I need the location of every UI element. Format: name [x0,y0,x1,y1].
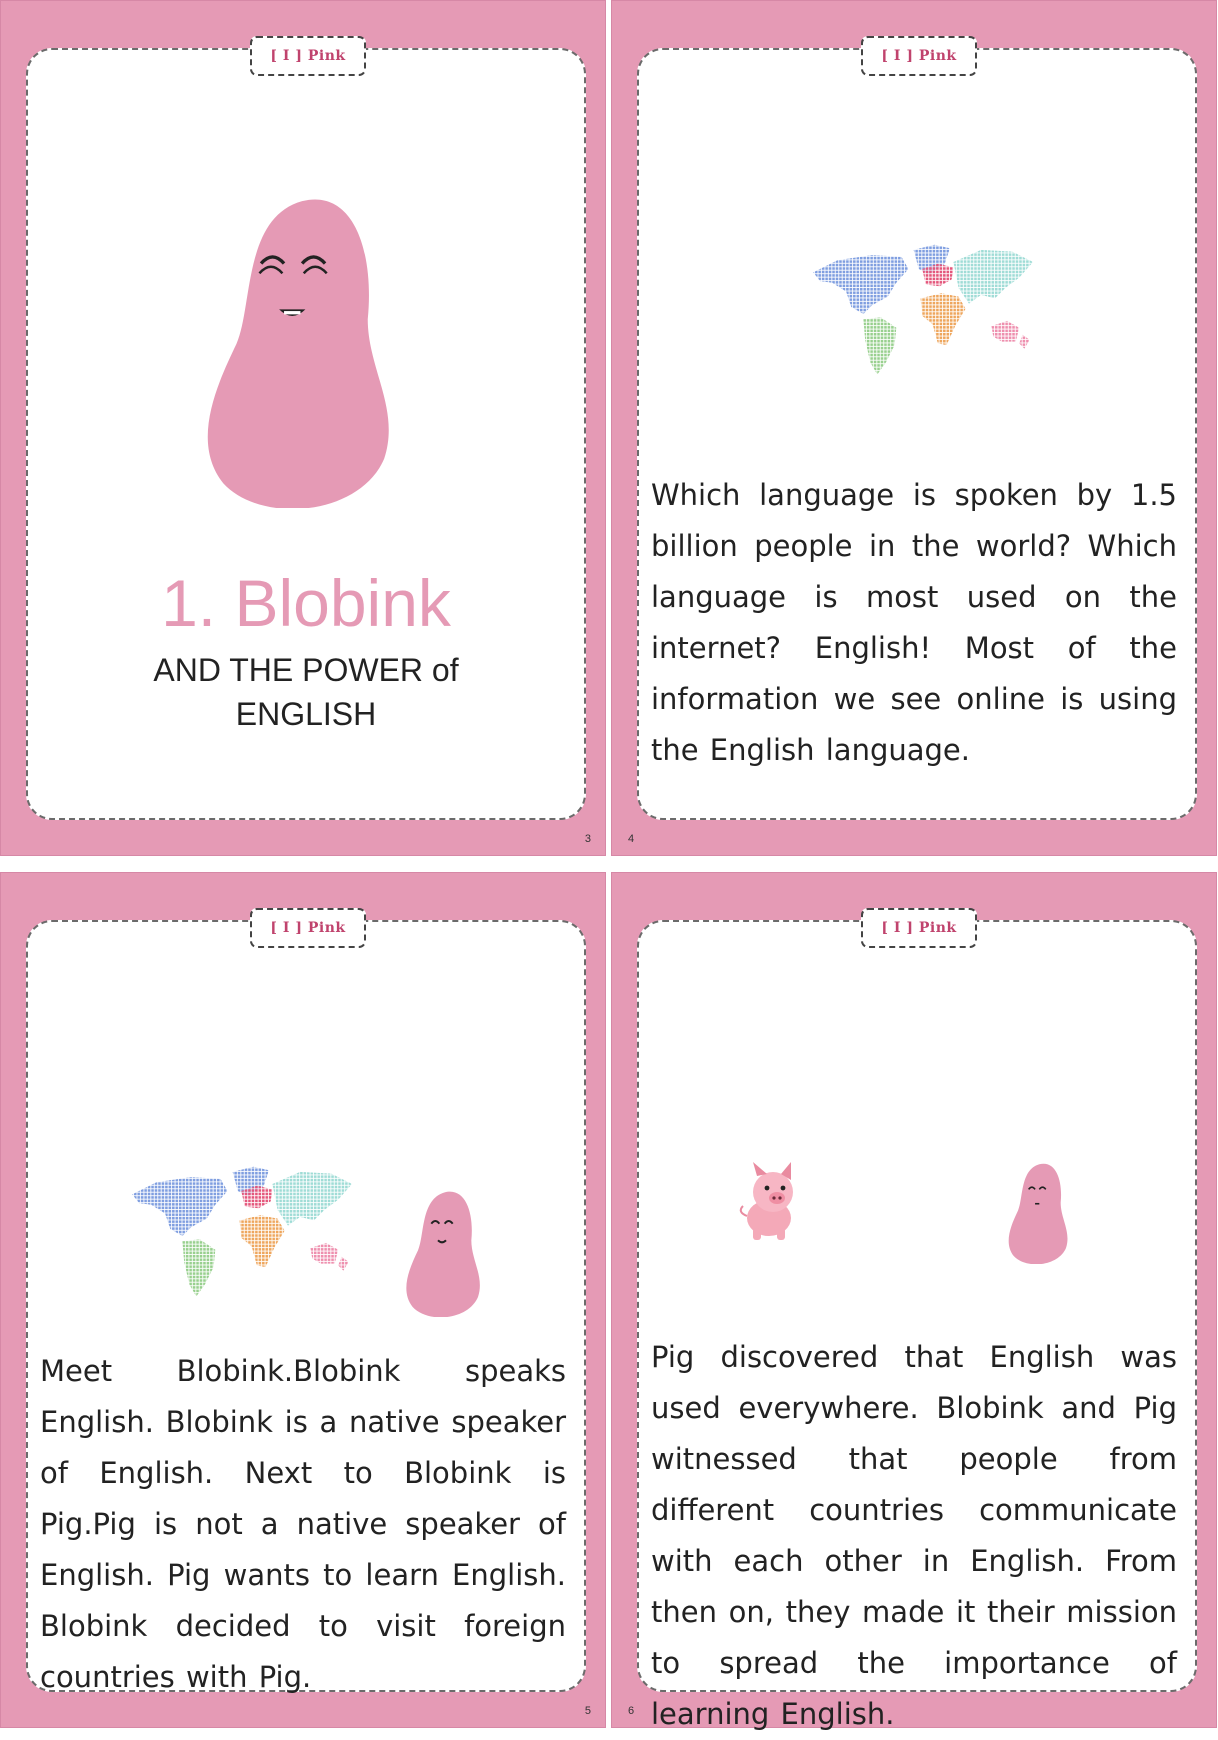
world-map-illustration [789,243,1059,378]
tab-word: Pink [307,920,346,936]
header-tab [250,36,366,76]
book-page-6 [611,872,1217,1731]
page-card [637,48,1197,820]
pig-character [737,1162,801,1242]
book-subtitle [28,648,584,736]
tab-word: Pink [307,48,346,64]
page-number: 6 [628,1705,635,1717]
tab-bracket: [ I ] [881,48,914,64]
book-title: 1. Blobink [161,566,451,640]
page-card [26,920,586,1692]
world-map-illustration [108,1165,378,1300]
page-number: 3 [584,833,591,845]
subtitle-line-2: ENGLISH [235,696,377,732]
tab-bracket: [ I ] [270,920,303,936]
page-number: 5 [584,1705,591,1717]
header-tab [861,36,977,76]
page-card [26,48,586,820]
tab-bracket: [ I ] [270,48,303,64]
tab-bracket: [ I ] [881,920,914,936]
page-card [637,920,1197,1731]
book-page-3 [0,0,606,856]
book-page-4 [611,0,1217,856]
page-number: 4 [628,833,635,845]
header-tab [861,908,977,948]
tab-word: Pink [918,48,957,64]
subtitle-line-1: AND THE POWER of [153,652,459,688]
header-tab [250,908,366,948]
blobink-character [398,1187,488,1317]
blobink-character [1004,1160,1072,1264]
story-text: Meet Blobink.Blobink speaks English. Blobink is a native speaker of English. Next to Blobink is Pig.Pig is not a native speaker of English. Pig wants to learn English. Blobink decided to visit foreign countries with Pig. [40,1354,566,1694]
tab-word: Pink [918,920,957,936]
story-text: Which language is spoken by 1.5 billion people in the world? Which language is most used on the internet? English! Most of the information we see online is using the English language. [651,478,1177,767]
blobink-character [193,188,403,508]
story-text: Pig discovered that English was used everywhere. Blobink and Pig witnessed that people from different countries communicate with each other in English. From then on, they made it their mission to spread the importance of learning English. [651,1340,1177,1731]
book-page-5 [0,872,606,1728]
